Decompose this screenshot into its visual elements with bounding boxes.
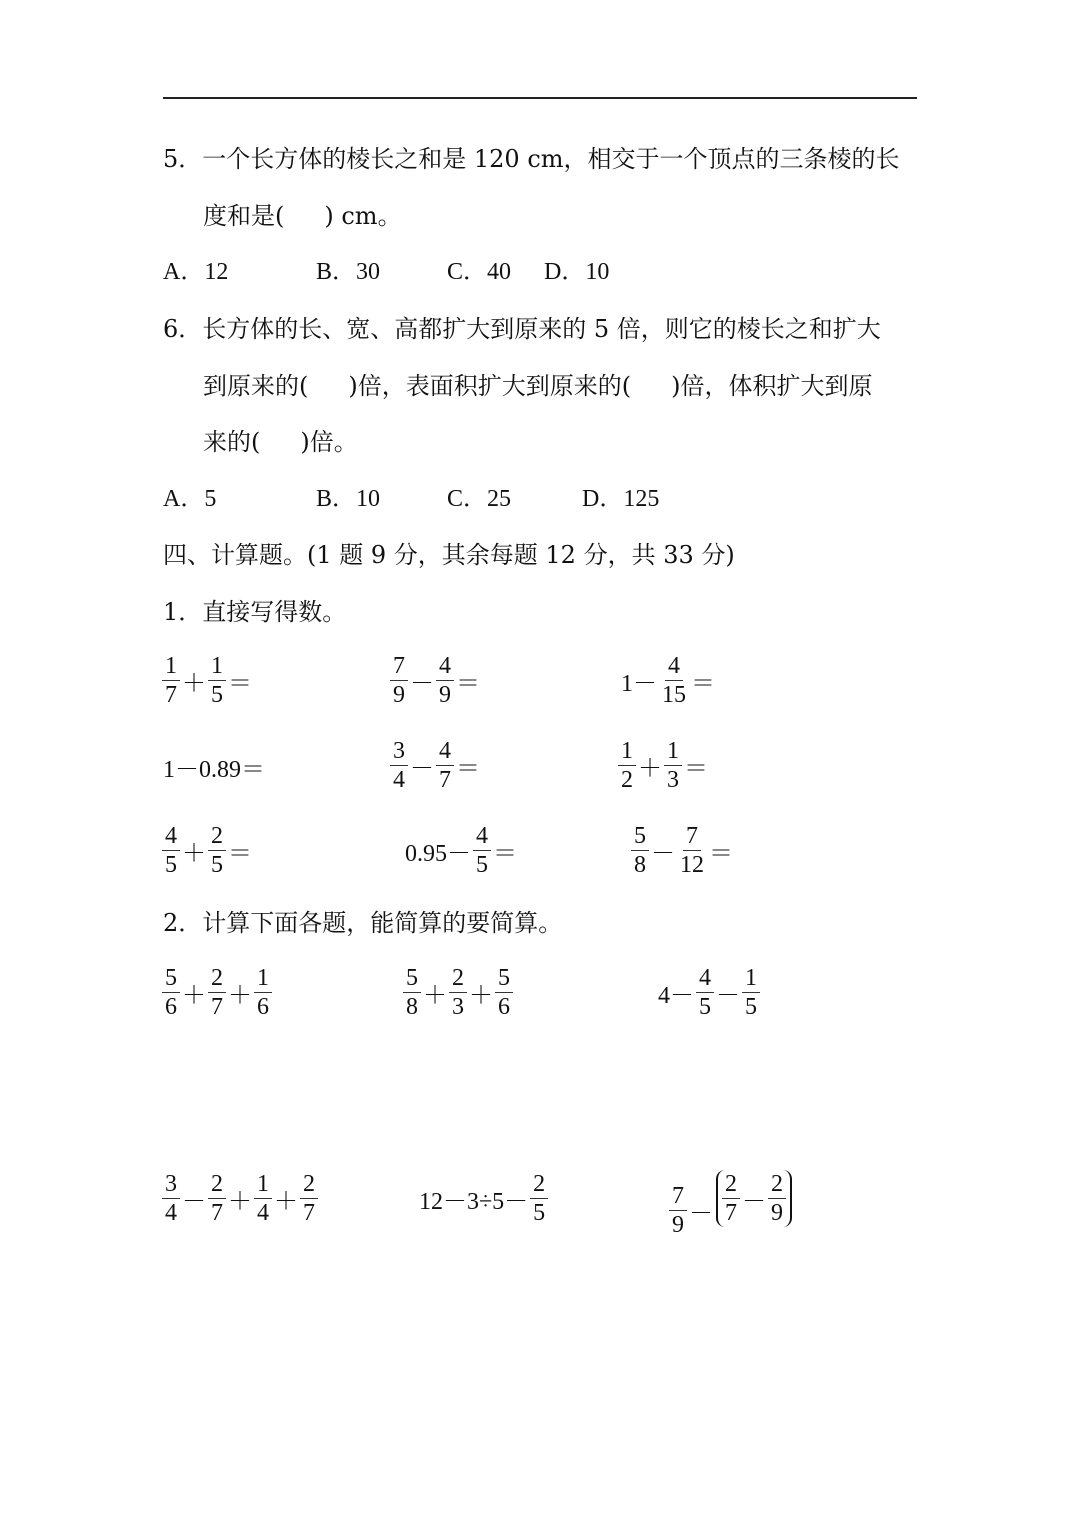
operator: ＋ (182, 841, 206, 867)
parentheses-group (716, 1170, 792, 1227)
equals-sign: ＝ (709, 841, 733, 867)
q6-line2-b: )倍，表面积扩大到原来的( (348, 372, 632, 400)
fraction: $\frac{1}{6}$ (254, 964, 272, 1021)
fraction: $\frac{1}{4}$ (254, 1170, 272, 1227)
header-rule (163, 97, 917, 99)
q6-line3 (203, 426, 358, 458)
q5-line2-b: ) cm。 (324, 202, 402, 230)
operator: ＋ (228, 983, 252, 1009)
q6-line1: 6．长方体的长、宽、高都扩大到原来的 5 倍，则它的棱长之和扩大 (163, 315, 881, 343)
q6-line2 (203, 370, 872, 402)
q5-option-b[interactable]: B．30 (316, 259, 381, 285)
q6-option-b[interactable]: B．10 (316, 486, 381, 512)
fraction: $\frac{2}{7}$ (208, 1170, 226, 1227)
equals-sign: ＝ (456, 671, 480, 697)
fraction: $\frac{4}{5}$ (696, 964, 714, 1021)
operator: ＋ (469, 983, 493, 1009)
fraction: $\frac{2}{9}$ (768, 1170, 786, 1227)
expression-text: 1－0.89＝ (163, 756, 265, 783)
fraction: $\frac{2}{7}$ (208, 964, 226, 1021)
operator: － (410, 756, 434, 782)
fraction: $\frac{2}{7}$ (722, 1170, 740, 1227)
operator: ＋ (182, 983, 206, 1009)
fraction: $\frac{4}{9}$ (436, 652, 454, 709)
fraction: $\frac{3}{4}$ (390, 737, 408, 794)
operator: ＋ (228, 1189, 252, 1215)
operator: ＋ (638, 756, 662, 782)
p1-expr-8 (404, 822, 518, 879)
fraction: $\frac{1}{3}$ (664, 737, 682, 794)
q6-line3-a: 来的( (203, 428, 261, 456)
p2-expr-6 (668, 1158, 792, 1239)
fraction: $\frac{2}{5}$ (208, 822, 226, 879)
q5-option-a[interactable]: A．12 (163, 259, 229, 285)
p2-expr-5 (418, 1170, 549, 1227)
p1-expr-3 (620, 652, 716, 709)
equals-sign: ＝ (684, 756, 708, 782)
fraction: $\frac{2}{7}$ (300, 1170, 318, 1227)
fraction: $\frac{7}{12}$ (680, 823, 704, 878)
fraction: $\frac{7}{9}$ (390, 652, 408, 709)
equals-sign: ＝ (493, 841, 517, 867)
operator: － (410, 671, 434, 697)
p1-expr-4 (163, 750, 265, 782)
p1-expr-9 (630, 822, 734, 879)
q5-line1: 5．一个长方体的棱长之和是 120 cm，相交于一个顶点的三条棱的长 (163, 145, 900, 173)
operator: － (182, 1189, 206, 1215)
operator: ＋ (182, 671, 206, 697)
q6-line2-a: 到原来的( (203, 372, 309, 400)
p1-title: 1．直接写得数。 (163, 598, 347, 626)
expression-prefix: 4－ (658, 983, 694, 1009)
fraction: $\frac{5}{6}$ (495, 964, 513, 1021)
fraction: $\frac{4}{5}$ (162, 822, 180, 879)
q5-line2 (203, 200, 402, 232)
expression-prefix: 1－ (621, 671, 657, 697)
q6-line3-b: )倍。 (300, 428, 358, 456)
p1-expr-6 (617, 737, 709, 794)
q6-line2-c: )倍，体积扩大到原 (671, 372, 873, 400)
fraction: $\frac{1}{5}$ (208, 652, 226, 709)
q5-line2-a: 度和是( (203, 202, 285, 230)
fraction: $\frac{7}{9}$ (669, 1182, 687, 1239)
operator: － (742, 1189, 766, 1215)
p1-expr-2 (389, 652, 481, 709)
p2-expr-3 (657, 964, 761, 1021)
p2-expr-4 (161, 1170, 319, 1227)
q6-option-c[interactable]: C．25 (447, 486, 512, 512)
operator: － (689, 1201, 713, 1227)
fraction: $\frac{1}{2}$ (618, 737, 636, 794)
equals-sign: ＝ (228, 671, 252, 697)
fraction: $\frac{1}{7}$ (162, 652, 180, 709)
operator: － (651, 841, 675, 867)
fraction: $\frac{4}{15}$ (662, 653, 686, 708)
fraction: $\frac{4}{5}$ (473, 822, 491, 879)
fraction: $\frac{3}{4}$ (162, 1170, 180, 1227)
fraction: $\frac{4}{7}$ (436, 737, 454, 794)
equals-sign: ＝ (228, 841, 252, 867)
fraction: $\frac{1}{5}$ (742, 964, 760, 1021)
fraction: $\frac{5}{8}$ (403, 964, 421, 1021)
operator: － (716, 983, 740, 1009)
fraction: $\frac{2}{3}$ (449, 964, 467, 1021)
q5-option-c[interactable]: C．40 (447, 259, 512, 285)
expression-prefix: 12－3÷5－ (419, 1189, 529, 1215)
section-4-title: 四、计算题。(1 题 9 分，其余每题 12 分，共 33 分) (163, 541, 735, 569)
p2-title: 2．计算下面各题，能简算的要简算。 (163, 909, 563, 937)
p1-expr-5 (389, 737, 481, 794)
equals-sign: ＝ (456, 756, 480, 782)
p2-expr-1 (161, 964, 273, 1021)
equals-sign: ＝ (691, 671, 715, 697)
operator: ＋ (274, 1189, 298, 1215)
operator: ＋ (423, 983, 447, 1009)
expression-prefix: 0.95－ (405, 841, 471, 867)
q5-option-d[interactable]: D．10 (544, 259, 610, 285)
q6-option-d[interactable]: D．125 (582, 486, 660, 512)
p1-expr-7 (161, 822, 253, 879)
q6-option-a[interactable]: A．5 (163, 486, 217, 512)
fraction: $\frac{5}{8}$ (631, 822, 649, 879)
p1-expr-1 (161, 652, 253, 709)
fraction: $\frac{5}{6}$ (162, 964, 180, 1021)
fraction: $\frac{2}{5}$ (530, 1170, 548, 1227)
p2-expr-2 (402, 964, 514, 1021)
